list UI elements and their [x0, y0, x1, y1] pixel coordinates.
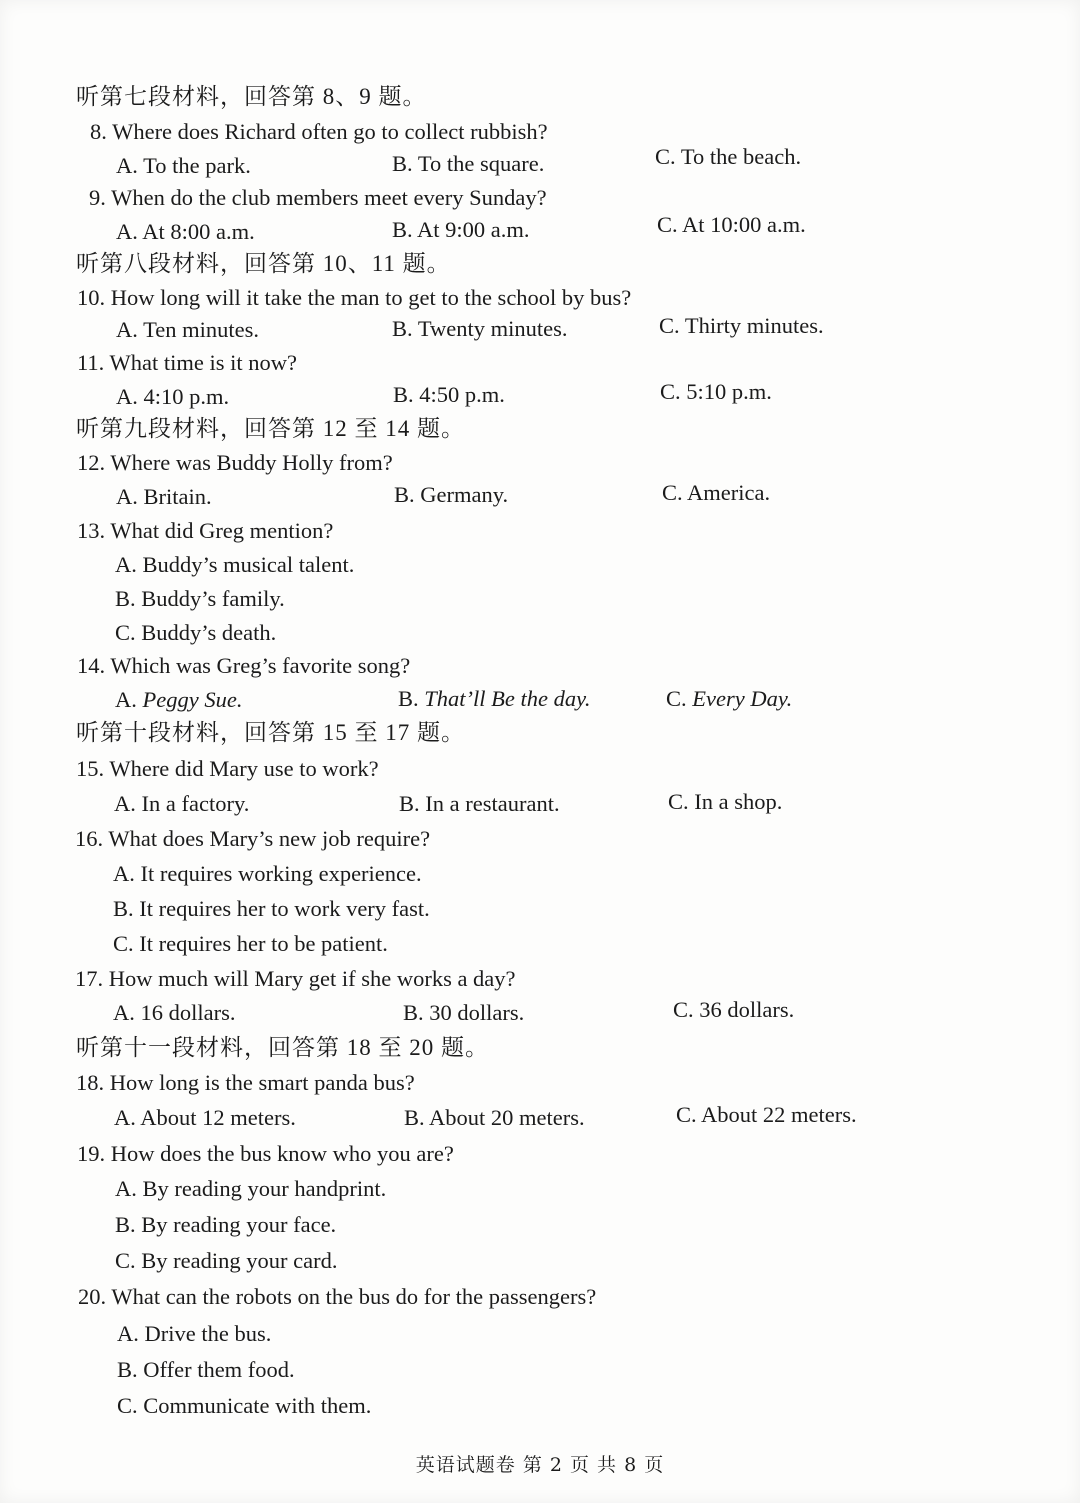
question-18-stem: 18. How long is the smart panda bus? — [76, 1070, 415, 1095]
question-19-stem: 19. How does the bus know who you are? — [77, 1141, 454, 1166]
question-10-option-c: C. Thirty minutes. — [659, 313, 824, 338]
song-title: That’ll Be the day. — [424, 686, 591, 711]
page-footer: 英语试题卷 第 2 页 共 8 页 — [415, 1454, 665, 1476]
question-20-option-c: C. Communicate with them. — [117, 1393, 372, 1418]
question-10-option-b: B. Twenty minutes. — [392, 316, 568, 341]
question-15-option-c: C. In a shop. — [668, 789, 783, 814]
question-14-option-b — [398, 684, 591, 714]
question-11-stem: 11. What time is it now? — [77, 350, 297, 375]
question-9-option-a: A. At 8:00 a.m. — [116, 219, 255, 244]
option-letter: B. — [398, 686, 419, 711]
section-heading-8: 听第八段材料，回答第 10、11 题。 — [76, 251, 451, 276]
question-16-option-a: A. It requires working experience. — [113, 861, 422, 886]
question-17-stem: 17. How much will Mary get if she works a day? — [75, 966, 516, 991]
question-9-option-b: B. At 9:00 a.m. — [392, 217, 530, 242]
song-title: Peggy Sue. — [142, 687, 243, 712]
question-20-option-a: A. Drive the bus. — [117, 1321, 272, 1346]
question-11-option-c: C. 5:10 p.m. — [660, 379, 772, 404]
question-11-option-a: A. 4:10 p.m. — [116, 384, 230, 409]
question-9-stem: 9. When do the club members meet every Sunday? — [89, 185, 547, 210]
question-18-option-c: C. About 22 meters. — [676, 1102, 857, 1127]
question-19-option-b: B. By reading your face. — [115, 1212, 337, 1237]
question-10-option-a: A. Ten minutes. — [116, 317, 259, 342]
question-18-option-b: B. About 20 meters. — [404, 1105, 585, 1130]
question-8-stem: 8. Where does Richard often go to collect rubbish? — [90, 119, 548, 144]
question-8-option-a: A. To the park. — [116, 153, 251, 178]
question-19-option-c: C. By reading your card. — [115, 1248, 338, 1273]
question-12-option-c: C. America. — [662, 480, 771, 505]
question-16-stem: 16. What does Mary’s new job require? — [75, 826, 431, 851]
song-title: Every Day. — [692, 686, 793, 711]
question-14-stem: 14. Which was Greg’s favorite song? — [77, 653, 411, 678]
question-13-option-b: B. Buddy’s family. — [115, 586, 285, 611]
section-heading-10: 听第十段材料，回答第 15 至 17 题。 — [76, 720, 465, 745]
question-17-option-a: A. 16 dollars. — [113, 1000, 236, 1025]
section-heading-11: 听第十一段材料，回答第 18 至 20 题。 — [76, 1035, 489, 1060]
question-12-option-b: B. Germany. — [394, 482, 509, 507]
question-13-stem: 13. What did Greg mention? — [77, 518, 334, 543]
question-15-option-a: A. In a factory. — [114, 791, 250, 816]
question-19-option-a: A. By reading your handprint. — [115, 1176, 387, 1201]
question-15-stem: 15. Where did Mary use to work? — [76, 756, 379, 781]
option-letter: A. — [115, 687, 137, 712]
question-13-option-c: C. Buddy’s death. — [115, 620, 277, 645]
question-8-option-c: C. To the beach. — [655, 144, 802, 169]
question-14-option-a — [115, 685, 242, 715]
question-8-option-b: B. To the square. — [392, 151, 545, 176]
option-letter: C. — [666, 686, 687, 711]
question-12-option-a: A. Britain. — [116, 484, 212, 509]
question-20-option-b: B. Offer them food. — [117, 1357, 295, 1382]
question-20-stem: 20. What can the robots on the bus do for the passengers? — [78, 1284, 597, 1309]
question-13-option-a: A. Buddy’s musical talent. — [115, 552, 355, 577]
question-18-option-a: A. About 12 meters. — [114, 1105, 296, 1130]
question-16-option-b: B. It requires her to work very fast. — [113, 896, 430, 921]
question-10-stem: 10. How long will it take the man to get to the school by bus? — [77, 285, 632, 310]
question-17-option-b: B. 30 dollars. — [403, 1000, 525, 1025]
section-heading-9: 听第九段材料，回答第 12 至 14 题。 — [76, 416, 465, 441]
section-heading-7: 听第七段材料，回答第 8、9 题。 — [76, 84, 427, 109]
question-17-option-c: C. 36 dollars. — [673, 997, 795, 1022]
question-16-option-c: C. It requires her to be patient. — [113, 931, 388, 956]
question-14-option-c — [666, 684, 792, 714]
question-15-option-b: B. In a restaurant. — [399, 791, 560, 816]
question-12-stem: 12. Where was Buddy Holly from? — [77, 450, 393, 475]
question-11-option-b: B. 4:50 p.m. — [393, 382, 505, 407]
question-9-option-c: C. At 10:00 a.m. — [657, 212, 806, 237]
